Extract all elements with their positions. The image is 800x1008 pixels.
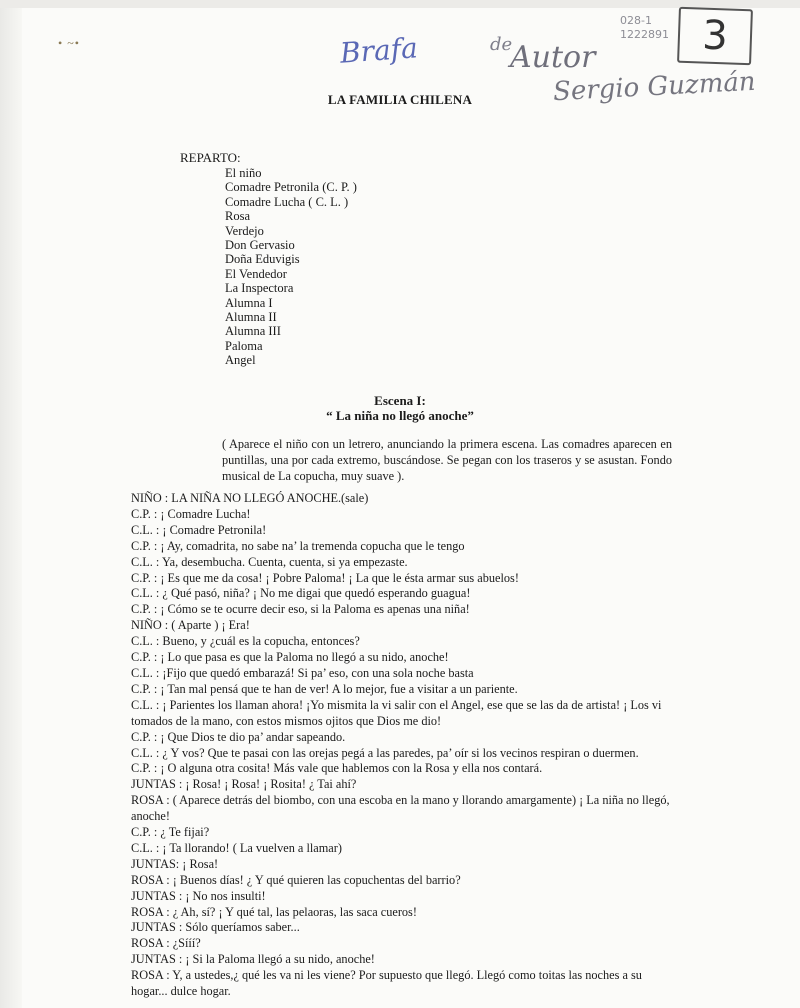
- page-edge-shadow: [0, 0, 22, 1008]
- dialogue-line: JUNTAS: ¡ Rosa!: [131, 856, 219, 871]
- cast-heading: REPARTO:: [180, 150, 241, 165]
- dialogue-line: ROSA : ( Aparece detrás del biombo, con una escoba en la mano y llorando amargamente) ¡ La niña no llegó, anoche!: [131, 793, 670, 824]
- dialogue-line: ROSA : ¡ Buenos días! ¿ Y qué quieren las copuchentas del barrio?: [131, 872, 461, 887]
- dialogue-line: JUNTAS : ¡ Si la Paloma llegó a su nido, anoche!: [131, 952, 375, 967]
- dialogue-list: [131, 491, 671, 1000]
- page-number-box: 3: [677, 7, 753, 66]
- dialogue-line: C.L. : ¿ Qué pasó, niña? ¡ No me digai que quedó esperando guagua!: [131, 586, 471, 601]
- archive-code: [620, 14, 669, 42]
- handwritten-brafa: Brafa: [338, 31, 419, 70]
- dialogue-line: C.P. : ¡ Lo que pasa es que la Paloma no llegó a su nido, anoche!: [131, 650, 449, 665]
- cast-member: El niño: [225, 166, 262, 180]
- play-title: LA FAMILIA CHILENA: [327, 92, 473, 107]
- archive-code-line-2: 1222891: [620, 28, 669, 41]
- dialogue-line: NIÑO : ( Aparte ) ¡ Era!: [131, 618, 250, 633]
- cast-member: Comadre Petronila (C. P. ): [225, 180, 357, 195]
- archive-code-line-1: 028-1: [620, 14, 652, 27]
- dialogue-line: C.P. : ¡ Que Dios te dio pa’ andar sapeando.: [131, 729, 346, 744]
- cast-list: [225, 166, 357, 368]
- scene-heading: [0, 393, 800, 423]
- dialogue-line: JUNTAS : ¡ Rosa! ¡ Rosa! ¡ Rosita! ¿ Tai ahí?: [131, 777, 357, 792]
- cast-member: Comadre Lucha ( C. L. ): [225, 194, 349, 209]
- dialogue-line: C.L. : ¡ Parientes los llaman ahora! ¡Yo mismita la vi salir con el Angel, ese que se las da de artista! ¡ Los vi tomados de la mano, con estos mismos ojitos que Dios me dio!: [131, 697, 662, 728]
- cast-member: Doña Eduvigis: [225, 252, 300, 267]
- cast-member: Don Gervasio: [225, 238, 295, 253]
- dialogue-line: C.P. : ¡ Ay, comadrita, no sabe na’ la tremenda copucha que le tengo: [131, 538, 465, 553]
- dialogue-line: C.L. : Bueno, y ¿cuál es la copucha, entonces?: [131, 634, 360, 649]
- dialogue-line: ROSA : ¿Sííí?: [131, 936, 201, 951]
- dialogue-line: C.L. : Ya, desembucha. Cuenta, cuenta, si ya empezaste.: [131, 554, 408, 569]
- handwritten-de: de: [490, 34, 513, 55]
- dialogue-line: NIÑO : LA NIÑA NO LLEGÓ ANOCHE.(sale): [131, 491, 369, 505]
- cast-member: Alumna I: [225, 295, 273, 310]
- cast-member: Alumna II: [225, 310, 277, 325]
- dialogue-line: C.P. : ¡ Es que me da cosa! ¡ Pobre Paloma! ¡ La que le ésta armar sus abuelos!: [131, 570, 519, 585]
- scene-number: Escena I:: [374, 393, 426, 408]
- pencil-mark: • ~•: [58, 36, 80, 50]
- dialogue-line: C.P. : ¡ Tan mal pensá que te han de ver! A lo mejor, fue a visitar a un pariente.: [131, 681, 518, 696]
- handwritten-autor: Autor: [510, 40, 596, 75]
- cast-member: La Inspectora: [225, 281, 294, 296]
- dialogue-line: C.P. : ¿ Te fijai?: [131, 825, 210, 840]
- cast-member: Verdejo: [225, 223, 264, 238]
- cast-member: El Vendedor: [225, 266, 287, 281]
- dialogue-line: C.P. : ¡ Comadre Lucha!: [131, 506, 251, 521]
- dialogue-line: JUNTAS : ¡ No nos insulti!: [131, 888, 266, 903]
- dialogue-line: ROSA : Y, a ustedes,¿ qué les va ni les viene? Por supuesto que llegó. Llegó como toitas las noches a su hogar... dulce hogar.: [131, 968, 642, 999]
- dialogue-line: C.L. : ¿ Y vos? Que te pasai con las orejas pegá a las paredes, pa’ oír si los vecinos respiran o duermen.: [131, 745, 639, 760]
- cast-member: Alumna III: [225, 324, 281, 339]
- cast-member: Rosa: [225, 209, 250, 224]
- stage-direction: ( Aparece el niño con un letrero, anunciando la primera escena. Las comadres aparecen en puntillas, una por cada extremo, buscándose. Se pegan con los traseros y se asustan. Fondo musical de La copucha, muy suave ).: [222, 437, 672, 483]
- dialogue-line: C.P. : ¡ Cómo se te ocurre decir eso, si la Paloma es apenas una niña!: [131, 602, 470, 617]
- dialogue-line: JUNTAS : Sólo queríamos saber...: [131, 920, 300, 935]
- scene-name: “ La niña no llegó anoche”: [326, 408, 474, 423]
- dialogue-line: C.L. : ¡ Ta llorando! ( La vuelven a llamar): [131, 840, 342, 855]
- dialogue-line: C.L. : ¡Fijo que quedó embarazá! Si pa’ eso, con una sola noche basta: [131, 665, 474, 680]
- dialogue-line: C.L. : ¡ Comadre Petronila!: [131, 522, 267, 537]
- dialogue-line: ROSA : ¿ Ah, sí? ¡ Y qué tal, las pelaoras, las saca cueros!: [131, 904, 417, 919]
- cast-member: Paloma: [225, 338, 263, 353]
- cast-member: Angel: [225, 353, 256, 368]
- dialogue-line: C.P. : ¡ O alguna otra cosita! Más vale que hablemos con la Rosa y ella nos contará.: [131, 761, 543, 776]
- handwritten-author-name: Sergio Guzmán: [552, 66, 757, 108]
